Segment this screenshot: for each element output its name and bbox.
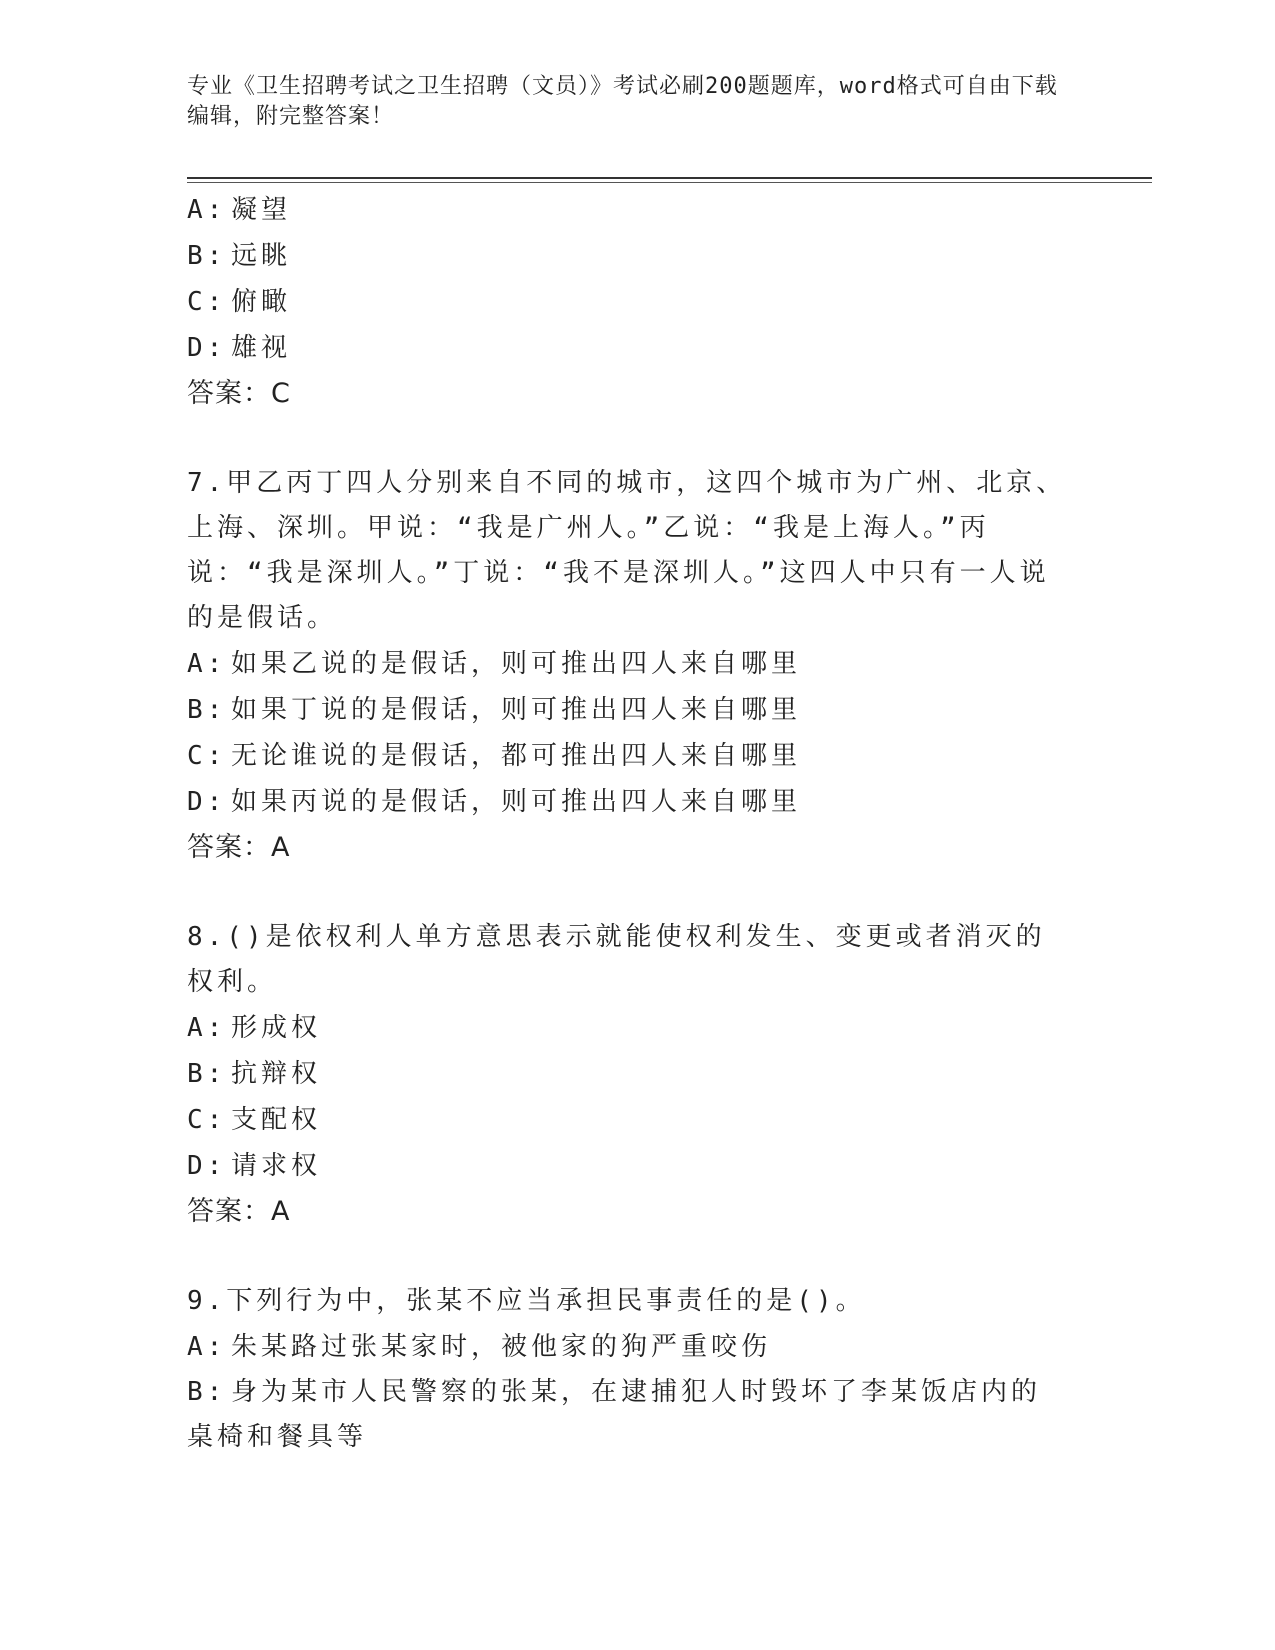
answer-line: 答案：A xyxy=(187,1196,291,1227)
option-key: A: xyxy=(187,195,227,225)
option-text: 如果丁说的是假话，则可推出四人来自哪里 xyxy=(231,695,802,725)
question-text: 9.下列行为中，张某不应当承担民事责任的是()。 xyxy=(187,1286,866,1316)
option-text: 抗辩权 xyxy=(231,1059,322,1089)
option-line xyxy=(187,1051,1077,1097)
option-text: 无论谁说的是假话，都可推出四人来自哪里 xyxy=(231,741,802,771)
option-text: 凝望 xyxy=(231,195,292,225)
option-key: D: xyxy=(187,333,227,363)
option-text: 支配权 xyxy=(231,1105,322,1135)
option-key: D: xyxy=(187,787,227,817)
answer-line: 答案：A xyxy=(187,832,291,863)
question-list xyxy=(187,187,1077,1460)
option-line xyxy=(187,1370,1067,1460)
option-key: A: xyxy=(187,1332,227,1362)
option-key: A: xyxy=(187,1013,227,1043)
header-divider-thin xyxy=(187,182,1152,183)
option-text: 朱某路过张某家时，被他家的狗严重咬伤 xyxy=(231,1332,772,1362)
option-line xyxy=(187,1097,1077,1143)
option-line xyxy=(187,279,1077,325)
answer-line: 答案：C xyxy=(187,378,291,409)
question-text: 7.甲乙丙丁四人分别来自不同的城市，这四个城市为广州、北京、上海、深圳。甲说：“我是广州人。”乙说：“我是上海人。”丙说：“我是深圳人。”丁说：“我不是深圳人。”这四人中只有一人说的是假话。 xyxy=(187,468,1067,633)
option-key: B: xyxy=(187,1377,227,1407)
option-line xyxy=(187,779,1077,825)
option-text: 形成权 xyxy=(231,1013,322,1043)
option-text: 俯瞰 xyxy=(231,287,292,317)
option-text: 如果丙说的是假话，则可推出四人来自哪里 xyxy=(231,787,802,817)
option-line xyxy=(187,1324,1077,1370)
option-key: B: xyxy=(187,695,227,725)
option-text: 远眺 xyxy=(231,241,292,271)
option-key: A: xyxy=(187,649,227,679)
option-text: 身为某市人民警察的张某，在逮捕犯人时毁坏了李某饭店内的桌椅和餐具等 xyxy=(187,1377,1042,1452)
question-block xyxy=(187,1279,1077,1460)
question-text: 8.()是依权利人单方意思表示就能使权利发生、变更或者消灭的权利。 xyxy=(187,922,1046,997)
option-key: C: xyxy=(187,1105,227,1135)
option-line xyxy=(187,687,1077,733)
option-key: D: xyxy=(187,1151,227,1181)
option-text: 雄视 xyxy=(231,333,292,363)
option-key: C: xyxy=(187,741,227,771)
option-line xyxy=(187,1143,1077,1189)
option-line xyxy=(187,325,1077,371)
question-block xyxy=(187,915,1077,1235)
header-divider xyxy=(187,177,1152,179)
option-text: 请求权 xyxy=(231,1151,322,1181)
option-line xyxy=(187,1005,1077,1051)
option-key: C: xyxy=(187,287,227,317)
document-header: 专业《卫生招聘考试之卫生招聘（文员）》考试必刷200题题库，word格式可自由下载编辑，附完整答案！ xyxy=(187,74,1058,129)
option-line xyxy=(187,641,1077,687)
option-line xyxy=(187,733,1077,779)
question-block xyxy=(187,461,1077,871)
option-key: B: xyxy=(187,1059,227,1089)
option-line xyxy=(187,187,1077,233)
option-key: B: xyxy=(187,241,227,271)
option-text: 如果乙说的是假话，则可推出四人来自哪里 xyxy=(231,649,802,679)
option-line xyxy=(187,233,1077,279)
question-block xyxy=(187,187,1077,417)
